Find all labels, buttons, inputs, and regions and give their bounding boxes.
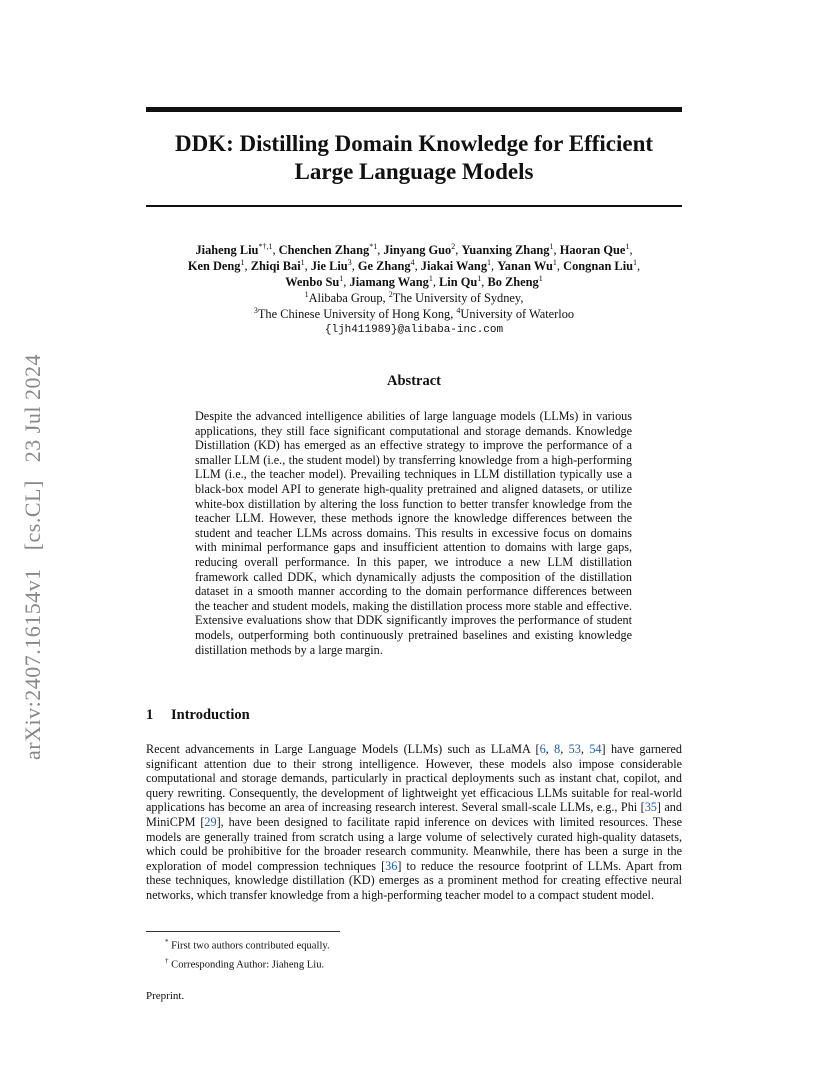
author-block [146, 242, 682, 338]
author: Ken Deng$^1$ [187, 257, 245, 273]
arxiv-id: arXiv:2407.16154v1 [20, 568, 45, 760]
title-top-rule [146, 107, 682, 112]
author: Yanan Wu$^1$ [497, 257, 557, 273]
arxiv-date: 23 Jul 2024 [20, 354, 45, 463]
author: Ge Zhang$^4$ [357, 257, 415, 273]
author: Jiaheng Liu$^{*\dagger,1}$ [195, 241, 273, 257]
abstract-text: Despite the advanced intelligence abilities of large language models (LLMs) in various applications, they still face significant computational and storage demands. Knowledge Distillation (KD) has emerged as an effective strategy to improve the performance of a smaller LLM (i.e., the student model) by transferring knowledge from a high-performing LLM (i.e., the teacher model). Prevailing techniques in LLM distillation typically use a black-box model API to generate high-quality pretrained and aligned datasets, or utilize white-box distillation by altering the loss function to better transfer knowledge from the teacher LLM. However, these methods ignore the knowledge differences between the student and teacher LLMs across domains. This results in excessive focus on domains with minimal performance gaps and insufficient attention to domains with large gaps, reducing overall performance. In this paper, we introduce a new LLM distillation framework called DDK, which dynamically adjusts the composition of the distillation dataset in a smooth manner according to the domain performance differences between the teacher and student models, making the distillation process more stable and effective. Extensive evaluations show that DDK significantly improves the performance of student models, outperforming both continuously pretrained baselines and existing knowledge distillation methods by a large margin. [195, 409, 632, 657]
arxiv-category: [cs.CL] [20, 480, 45, 551]
preprint-label: Preprint. [146, 990, 185, 1002]
abstract-heading: Abstract [387, 373, 441, 389]
author: Zhiqi Bai$^1$ [250, 257, 305, 273]
citation-link[interactable]: 35 [644, 800, 657, 815]
author: Jinyang Guo$^2$ [383, 241, 456, 257]
author: Jiamang Wang$^1$ [349, 273, 433, 289]
author-line-1: Jiaheng Liu$^{*\dagger,1}$, Chenchen Zhang$^{*1}$, Jinyang Guo$^2$, Yuanxing Zhang$^1$, Haoran Que$^1$, [195, 241, 633, 257]
author: Jie Liu$^3$ [310, 257, 352, 273]
author: Lin Qu$^1$ [439, 273, 482, 289]
section-heading-introduction: 1 Introduction [146, 707, 250, 723]
citation-link[interactable]: 36 [385, 858, 398, 873]
introduction-paragraph: Recent advancements in Large Language Models (LLMs) such as LLaMA [6, 8, 53, 54] have garnered significant attention due to their strong intelligence. However, these models also impose considerable computational and storage demands, particularly in practical deployments such as instant chat, copilot, and query rewriting. Consequently, the development of lightweight yet efficacious LLMs suitable for real-world applications has become an area of increasing research interest. Several small-scale LLMs, e.g., Phi [35] and MiniCPM [29], have been designed to facilitate rapid inference on devices with limited resources. These models are generally trained from scratch using a large volume of selectively curated high-quality datasets, which could be prohibitive for the broader research community. Meanwhile, there has been a surge in the exploration of model compression techniques [36] to reduce the resource footprint of LLMs. Apart from these techniques, knowledge distillation (KD) emerges as a prominent method for creating effective neural networks, which transfer knowledge from a high-performing teacher model to a compact student model. [146, 742, 683, 902]
footnote-equal-contribution: * First two authors contributed equally. [165, 938, 330, 952]
author: Bo Zheng$^1$ [487, 273, 543, 289]
author: Haoran Que$^1$ [559, 241, 630, 257]
author: Chenchen Zhang$^{*1}$ [278, 241, 378, 257]
footnote-rule [146, 931, 340, 932]
title-bottom-rule [146, 205, 682, 207]
footnote-corresponding-author: † Corresponding Author: Jiaheng Liu. [165, 956, 325, 971]
citation-link[interactable]: 6 [539, 742, 546, 756]
author-line-3: Wenbo Su$^1$, Jiamang Wang$^1$, Lin Qu$^1$, Bo Zheng$^1$ [285, 273, 543, 289]
affiliation-line-1: $^1$Alibaba Group, $^2$The University of Sydney, [304, 289, 524, 305]
paper-title: DDK: Distilling Domain Knowledge for Efficient Large Language Models [174, 131, 654, 184]
author: Congnan Liu$^1$ [563, 257, 638, 273]
arxiv-identifier [20, 290, 50, 760]
author: Yuanxing Zhang$^1$ [461, 241, 554, 257]
citation-link[interactable]: 29 [204, 814, 217, 829]
citation-link[interactable]: 8 [554, 742, 561, 756]
author: Jiakai Wang$^1$ [420, 257, 492, 273]
citation-link[interactable]: 53 [568, 742, 581, 756]
citation-link[interactable]: 54 [589, 742, 602, 756]
author-line-2: Ken Deng$^1$, Zhiqi Bai$^1$, Jie Liu$^3$, Ge Zhang$^4$, Jiakai Wang$^1$, Yanan Wu$^1$, Congnan Liu$^1$, [187, 257, 641, 273]
footnotes [165, 935, 665, 972]
author: Wenbo Su$^1$ [285, 273, 344, 289]
affiliation-line-2: $^3$The Chinese University of Hong Kong, $^4$University of Waterloo [253, 305, 575, 321]
contact-email[interactable]: {ljh411989}@alibaba-inc.com [324, 324, 504, 336]
